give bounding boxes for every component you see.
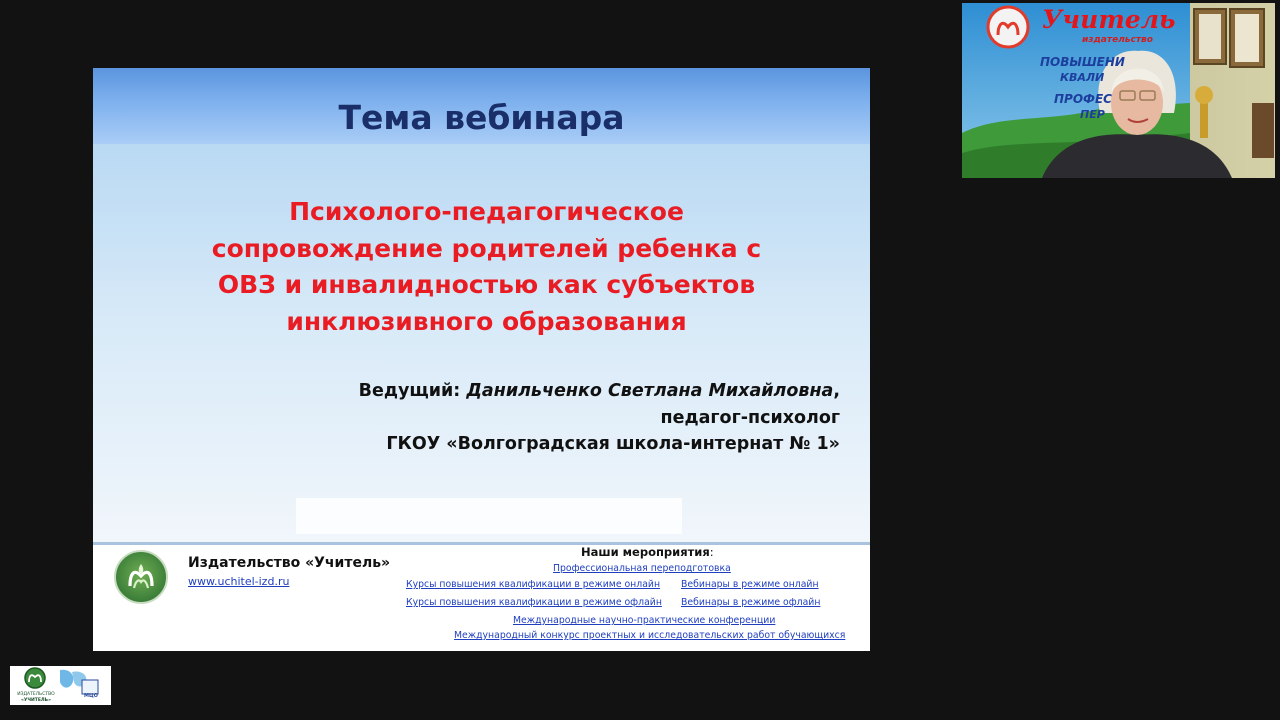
event-link-webinars-offline[interactable]: Вебинары в режиме офлайн [681, 597, 821, 608]
webcam-banner-line-3: ПРОФЕС [1054, 92, 1112, 106]
events-heading-colon: : [709, 545, 714, 559]
blank-box [296, 498, 682, 534]
corner-logo-strip [10, 666, 111, 705]
webcam-banner-logo-text: Учитель [1042, 5, 1176, 34]
corner-logo-caption-line1: ИЗДАТЕЛЬСТВО [17, 692, 55, 697]
presenter-role: педагог-психолог [660, 407, 840, 428]
events-heading [581, 545, 714, 559]
presenter-organization: ГКОУ «Волгоградская школа-интернат № 1» [386, 434, 840, 454]
corner-logo-caption-line2: «УЧИТЕЛЬ» [21, 697, 51, 703]
publisher-website-link[interactable]: www.uchitel-izd.ru [188, 575, 290, 588]
webcam-video [962, 3, 1275, 178]
webcam-banner-subtitle: издательство [1082, 35, 1153, 45]
publisher-name: Издательство «Учитель» [188, 555, 391, 571]
corner-logo-caption [12, 692, 60, 703]
event-link-contest[interactable]: Международный конкурс проектных и исследовательских работ обучающихся [454, 630, 846, 641]
event-link-retraining[interactable]: Профессиональная переподготовка [553, 563, 731, 574]
webcam-banner-line-1: ПОВЫШЕНИ [1040, 55, 1125, 69]
presenter-label: Ведущий: [358, 381, 467, 401]
presenter-comma: , [833, 381, 840, 401]
event-link-webinars-online[interactable]: Вебинары в режиме онлайн [681, 579, 819, 590]
presenter-name: Данильченко Светлана Михайловна [466, 381, 834, 401]
presentation-slide [93, 68, 870, 651]
webcam-banner-line-4: ПЕР [1080, 108, 1105, 121]
publisher-logo-icon [114, 550, 168, 604]
slide-footer [93, 545, 870, 651]
topic-line-2: сопровождение родителей ребенка с [211, 233, 762, 263]
topic-line-3: ОВЗ и инвалидностью как субъектов [217, 270, 756, 299]
event-link-conferences[interactable]: Международные научно-практические конференции [513, 615, 776, 626]
presenter-info [240, 378, 840, 458]
topic-line-4: инклюзивного образования [286, 306, 687, 336]
corner-logo-badge: МЦО [84, 693, 98, 699]
topic-line-1: Психолого-педагогическое [289, 197, 684, 226]
webcam-banner-line-2: КВАЛИ [1060, 71, 1105, 84]
presenter-name-line [240, 378, 840, 405]
slide-title: Тема вебинара [338, 98, 625, 137]
event-link-courses-offline[interactable]: Курсы повышения квалификации в режиме офлайн [406, 597, 662, 608]
event-link-courses-online[interactable]: Курсы повышения квалификации в режиме онлайн [406, 579, 661, 590]
webinar-topic [163, 194, 810, 340]
events-heading-text: Наши мероприятия [581, 545, 710, 559]
